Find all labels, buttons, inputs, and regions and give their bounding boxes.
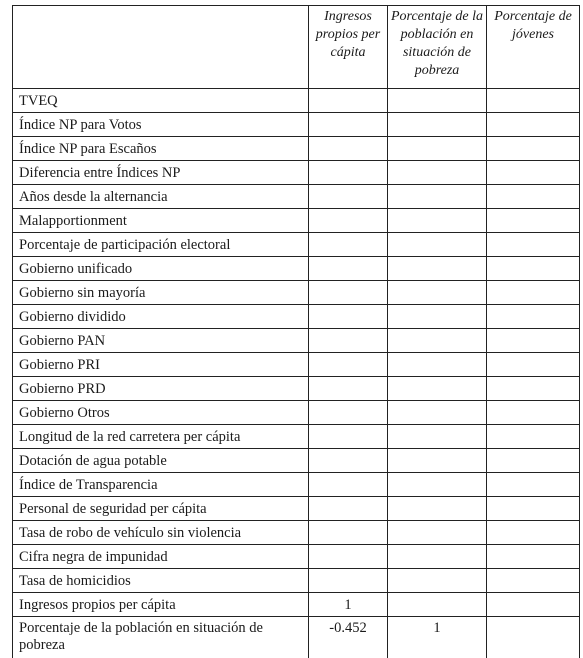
table-cell xyxy=(388,569,487,593)
table-cell xyxy=(309,401,388,425)
table-row xyxy=(13,569,580,593)
column-header: Porcentaje de jóvenes xyxy=(487,6,580,89)
table-cell xyxy=(487,305,580,329)
table-cell xyxy=(309,569,388,593)
table-cell xyxy=(309,209,388,233)
row-label: TVEQ xyxy=(13,89,309,113)
row-label: Gobierno sin mayoría xyxy=(13,281,309,305)
row-label: Porcentaje de la población en situación de pobreza xyxy=(13,617,309,658)
table-cell xyxy=(388,113,487,137)
table-row xyxy=(13,329,580,353)
table-cell xyxy=(388,593,487,617)
table-row xyxy=(13,449,580,473)
table-row xyxy=(13,161,580,185)
table-row xyxy=(13,545,580,569)
row-label: Tasa de homicidios xyxy=(13,569,309,593)
table-cell xyxy=(487,377,580,401)
table-row xyxy=(13,353,580,377)
table-cell xyxy=(309,545,388,569)
table-cell xyxy=(388,257,487,281)
table-body xyxy=(13,89,580,658)
table-cell xyxy=(309,473,388,497)
table-row xyxy=(13,521,580,545)
table-cell: -0.452 xyxy=(309,617,388,658)
table-cell xyxy=(309,377,388,401)
row-label: Malapportionment xyxy=(13,209,309,233)
table-cell: 1 xyxy=(309,593,388,617)
table-cell xyxy=(388,209,487,233)
row-label: Gobierno PAN xyxy=(13,329,309,353)
table-cell xyxy=(487,137,580,161)
table-cell xyxy=(487,473,580,497)
table-cell xyxy=(487,257,580,281)
table-cell xyxy=(309,161,388,185)
table-cell xyxy=(388,137,487,161)
table-cell: 1 xyxy=(388,617,487,658)
row-label: Índice de Transparencia xyxy=(13,473,309,497)
header-corner-cell xyxy=(13,6,309,89)
table-cell xyxy=(309,137,388,161)
table-cell xyxy=(388,233,487,257)
table-cell xyxy=(388,305,487,329)
table-row xyxy=(13,113,580,137)
table-row xyxy=(13,209,580,233)
table-cell xyxy=(487,281,580,305)
table-cell xyxy=(487,329,580,353)
table-cell xyxy=(487,617,580,658)
row-label: Longitud de la red carretera per cápita xyxy=(13,425,309,449)
table-cell xyxy=(388,161,487,185)
table-cell xyxy=(309,233,388,257)
table-cell xyxy=(309,113,388,137)
table-cell xyxy=(388,377,487,401)
table-cell xyxy=(487,113,580,137)
table-cell xyxy=(309,353,388,377)
correlation-table xyxy=(12,5,580,658)
row-label: Gobierno unificado xyxy=(13,257,309,281)
table-cell xyxy=(487,401,580,425)
row-label: Gobierno PRI xyxy=(13,353,309,377)
row-label: Personal de seguridad per cápita xyxy=(13,497,309,521)
table-row xyxy=(13,137,580,161)
table-cell xyxy=(388,473,487,497)
table-cell xyxy=(487,233,580,257)
table-cell xyxy=(388,425,487,449)
table-cell xyxy=(388,281,487,305)
row-label: Cifra negra de impunidad xyxy=(13,545,309,569)
table-row xyxy=(13,377,580,401)
table-row xyxy=(13,617,580,658)
table-cell xyxy=(309,497,388,521)
table-cell xyxy=(309,425,388,449)
table-row xyxy=(13,425,580,449)
table-cell xyxy=(487,209,580,233)
table-cell xyxy=(309,305,388,329)
table-cell xyxy=(487,161,580,185)
row-label: Índice NP para Escaños xyxy=(13,137,309,161)
row-label: Dotación de agua potable xyxy=(13,449,309,473)
row-label: Ingresos propios per cápita xyxy=(13,593,309,617)
table-cell xyxy=(309,281,388,305)
table-cell xyxy=(388,545,487,569)
row-label: Gobierno dividido xyxy=(13,305,309,329)
table-cell xyxy=(487,497,580,521)
table-row xyxy=(13,401,580,425)
table-cell xyxy=(388,497,487,521)
table-row xyxy=(13,497,580,521)
table-row xyxy=(13,281,580,305)
column-header: Ingresos propios per cápita xyxy=(309,6,388,89)
table-cell xyxy=(309,257,388,281)
table-cell xyxy=(388,329,487,353)
table-cell xyxy=(487,593,580,617)
table-row xyxy=(13,305,580,329)
table-cell xyxy=(487,545,580,569)
table-row xyxy=(13,185,580,209)
table-row xyxy=(13,257,580,281)
row-label: Gobierno PRD xyxy=(13,377,309,401)
row-label: Gobierno Otros xyxy=(13,401,309,425)
table-row xyxy=(13,89,580,113)
table-cell xyxy=(487,89,580,113)
table-cell xyxy=(487,353,580,377)
table-row xyxy=(13,233,580,257)
row-label: Años desde la alternancia xyxy=(13,185,309,209)
table-cell xyxy=(309,185,388,209)
table-cell xyxy=(487,185,580,209)
table-cell xyxy=(388,353,487,377)
row-label: Índice NP para Votos xyxy=(13,113,309,137)
table-cell xyxy=(487,569,580,593)
table-cell xyxy=(487,425,580,449)
table-cell xyxy=(388,521,487,545)
table-row xyxy=(13,593,580,617)
table-cell xyxy=(309,89,388,113)
table-cell xyxy=(388,89,487,113)
document-page xyxy=(12,5,580,658)
table-cell xyxy=(388,401,487,425)
row-label: Diferencia entre Índices NP xyxy=(13,161,309,185)
row-label: Porcentaje de participación electoral xyxy=(13,233,309,257)
table-cell xyxy=(309,521,388,545)
table-row xyxy=(13,473,580,497)
column-header: Porcentaje de la población en situación de pobreza xyxy=(388,6,487,89)
table-cell xyxy=(309,329,388,353)
table-header-row xyxy=(13,6,580,89)
table-cell xyxy=(309,449,388,473)
table-cell xyxy=(388,449,487,473)
table-cell xyxy=(487,521,580,545)
row-label: Tasa de robo de vehículo sin violencia xyxy=(13,521,309,545)
table-cell xyxy=(487,449,580,473)
table-cell xyxy=(388,185,487,209)
